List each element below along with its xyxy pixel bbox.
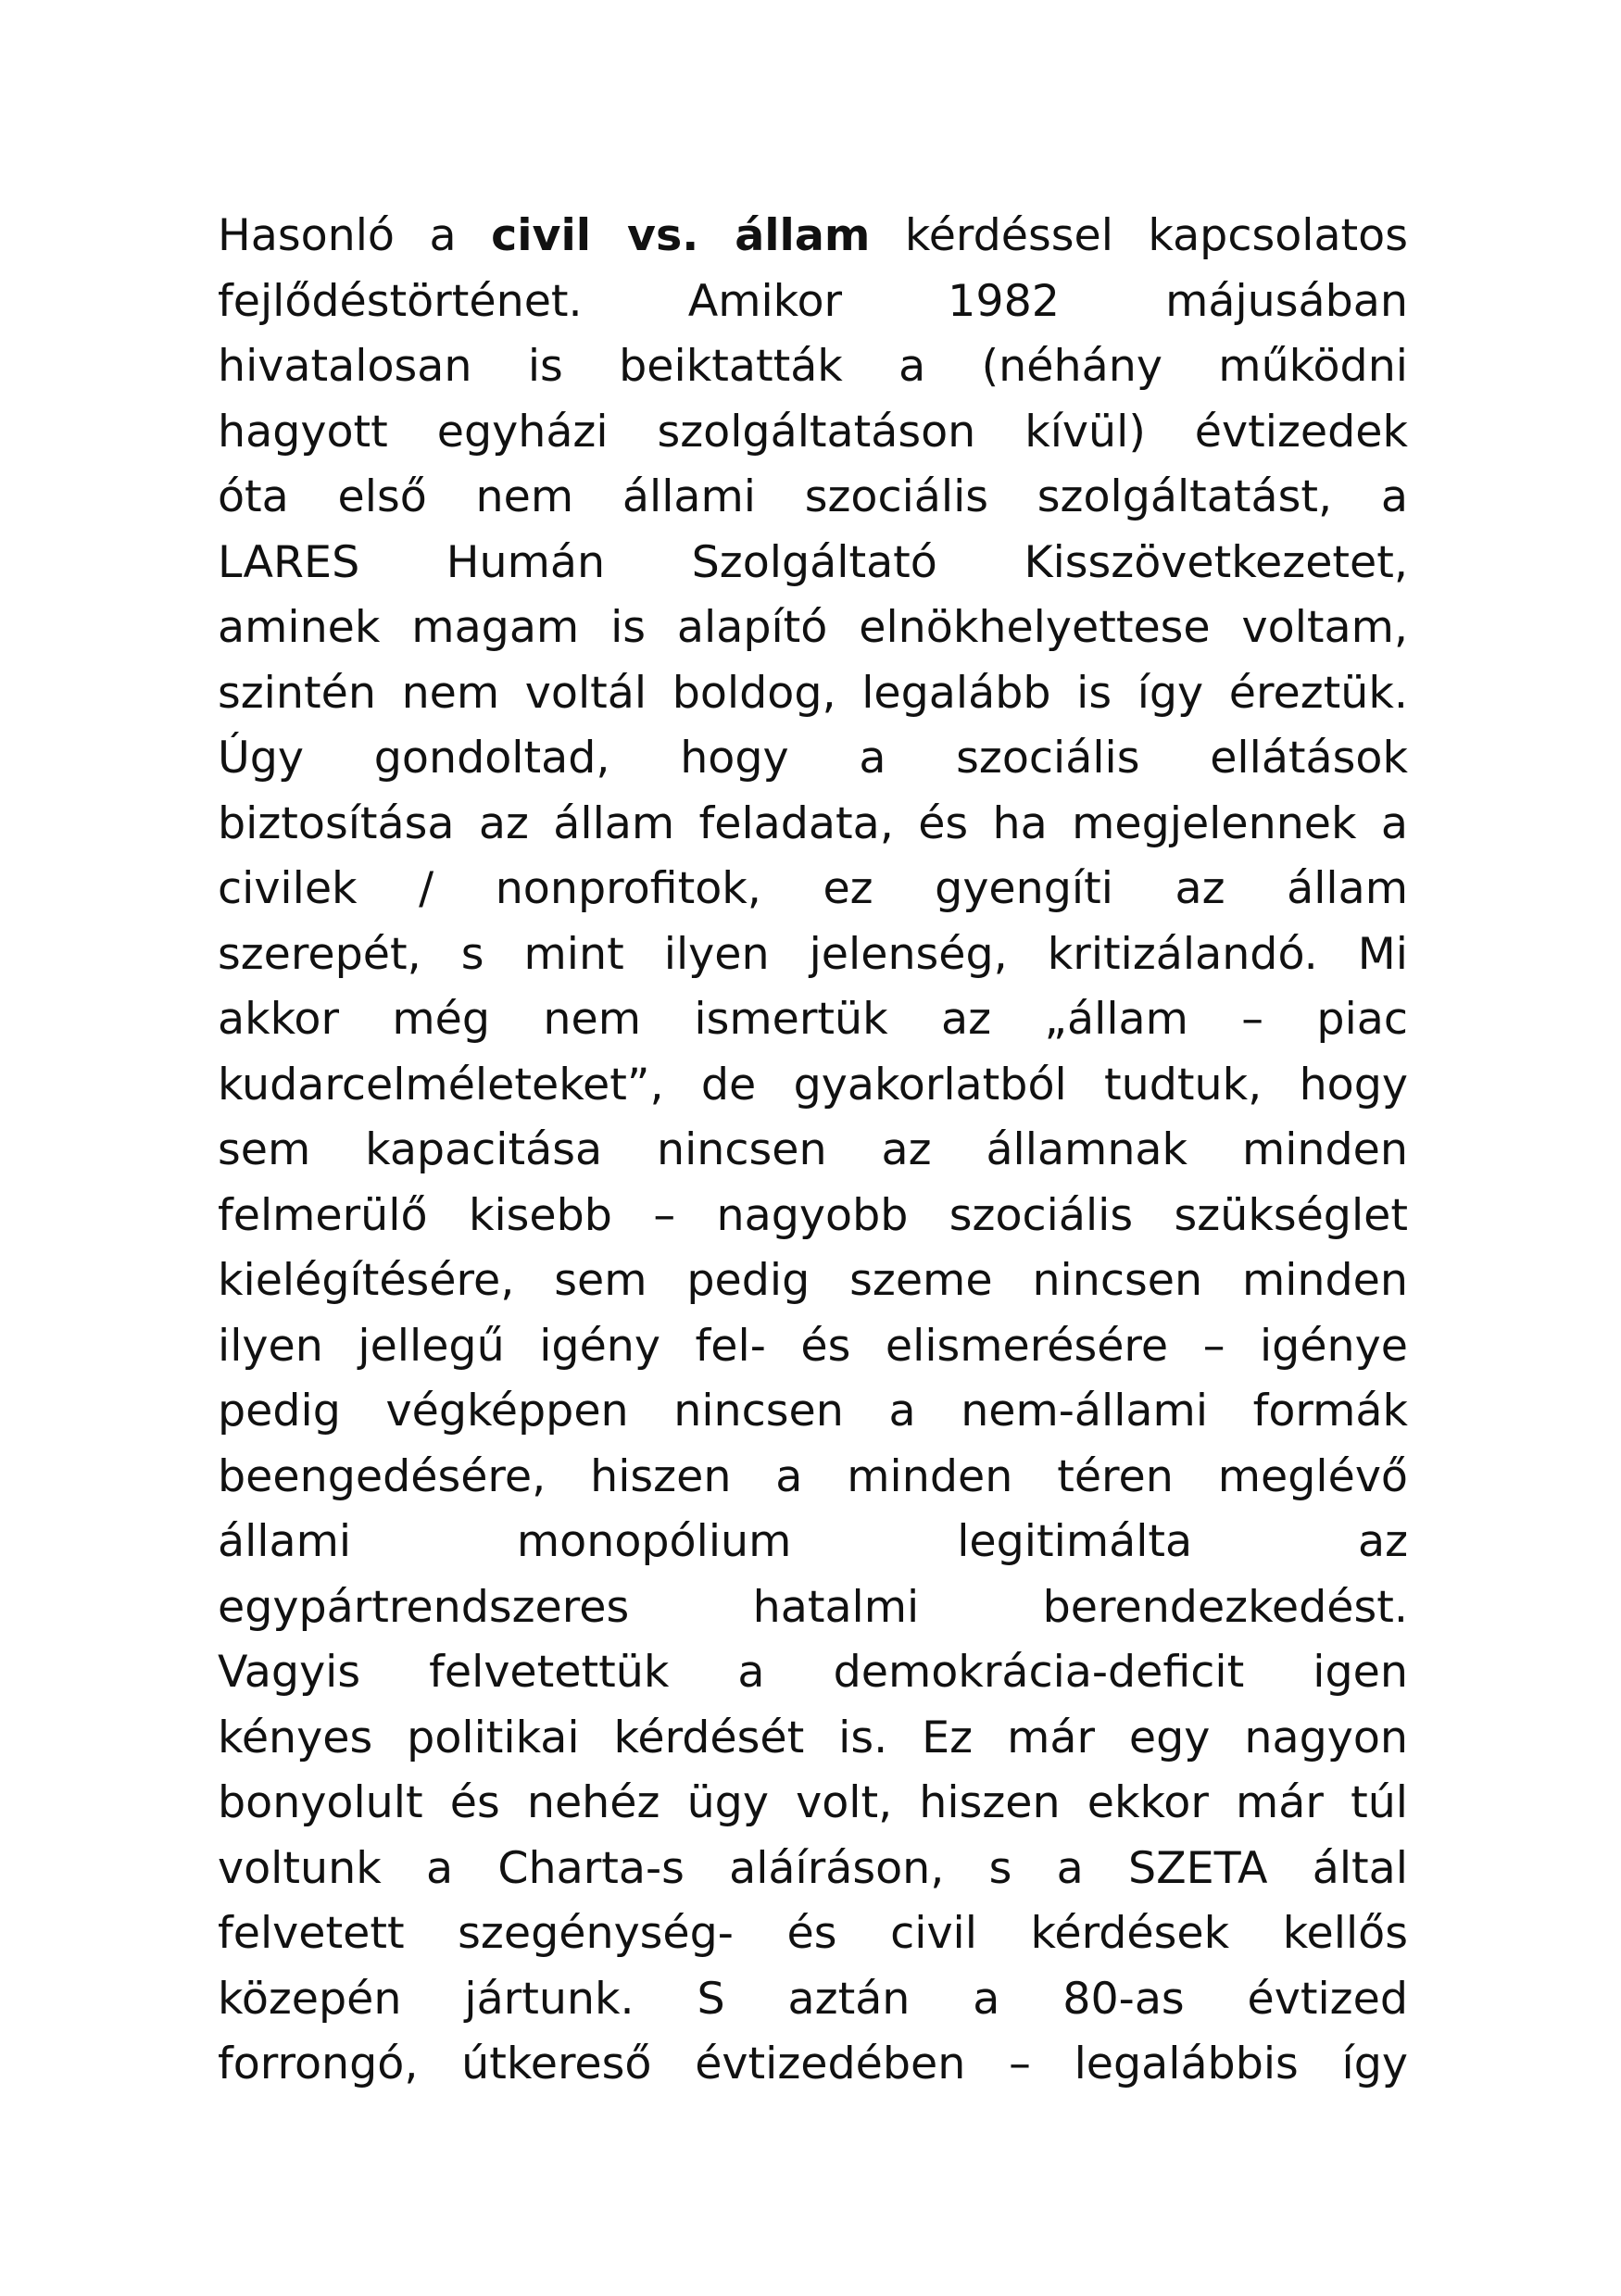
text-line-8: szintén nem voltál boldog, legalább is így éreztük. — [218, 667, 1408, 719]
text-line-18: ilyen jellegű igény fel- és elismerésére – igénye — [218, 1320, 1408, 1372]
text-line-2: fejlődéstörténet. Amikor 1982 májusában — [218, 275, 1408, 327]
text-line-28: közepén jártunk. S aztán a 80-as évtized — [218, 1973, 1408, 2025]
text-line-11: civilek / nonprofitok, ez gyengíti az állam — [218, 863, 1408, 914]
text-line-25: bonyolult és nehéz ügy volt, hiszen ekkor már túl — [218, 1777, 1408, 1828]
text-line-3: hivatalosan is beiktatták a (néhány működni — [218, 341, 1408, 392]
text-line-29: forrongó, útkereső évtizedében – legalábbis így — [218, 2039, 1408, 2089]
text-line-19: pedig végképpen nincsen a nem-állami formák — [218, 1386, 1408, 1437]
text-line-15: sem kapacitása nincsen az államnak minden — [218, 1124, 1408, 1175]
text-line-20: beengedésére, hiszen a minden téren meglévő — [218, 1450, 1408, 1502]
text-line-1: Hasonló a civil vs. állam kérdéssel kapcsolatos — [218, 210, 1408, 261]
text-line-5: óta első nem állami szociális szolgáltatást, a — [218, 471, 1408, 522]
body-text — [218, 204, 1408, 2098]
text-line-26: voltunk a Charta-s aláíráson, s a SZETA által — [218, 1842, 1408, 1894]
text-line-23: Vagyis felvetettük a demokrácia-deficit igen — [218, 1647, 1408, 1698]
text-line-16: felmerülő kisebb – nagyobb szociális szükséglet — [218, 1189, 1408, 1241]
text-line-27: felvetett szegénység- és civil kérdések kellős — [218, 1908, 1408, 1959]
text-line-24: kényes politikai kérdését is. Ez már egy nagyon — [218, 1712, 1408, 1763]
text-line-10: biztosítása az állam feladata, és ha megjelennek a — [218, 797, 1408, 849]
text-line-12: szerepét, s mint ilyen jelenség, kritizálandó. Mi — [218, 928, 1408, 980]
text-line-17: kielégítésére, sem pedig szeme nincsen minden — [218, 1255, 1408, 1306]
text-line-21: állami monopólium legitimálta az — [218, 1516, 1408, 1567]
text-line-9: Úgy gondoltad, hogy a szociális ellátások — [218, 733, 1408, 784]
text-line-7: aminek magam is alapító elnökhelyettese voltam, — [218, 602, 1408, 653]
text-line-14: kudarcelméleteket”, de gyakorlatból tudtuk, hogy — [218, 1059, 1408, 1110]
bold-phrase: civil vs. állam — [491, 210, 871, 261]
text-line-4: hagyott egyházi szolgáltatáson kívül) évtizedek — [218, 406, 1408, 458]
text-line-13: akkor még nem ismertük az „állam – piac — [218, 994, 1408, 1045]
text-line-22: egypártrendszeres hatalmi berendezkedést. — [218, 1581, 1408, 1633]
text-line-6: LARES Humán Szolgáltató Kisszövetkezetet, — [218, 536, 1408, 588]
